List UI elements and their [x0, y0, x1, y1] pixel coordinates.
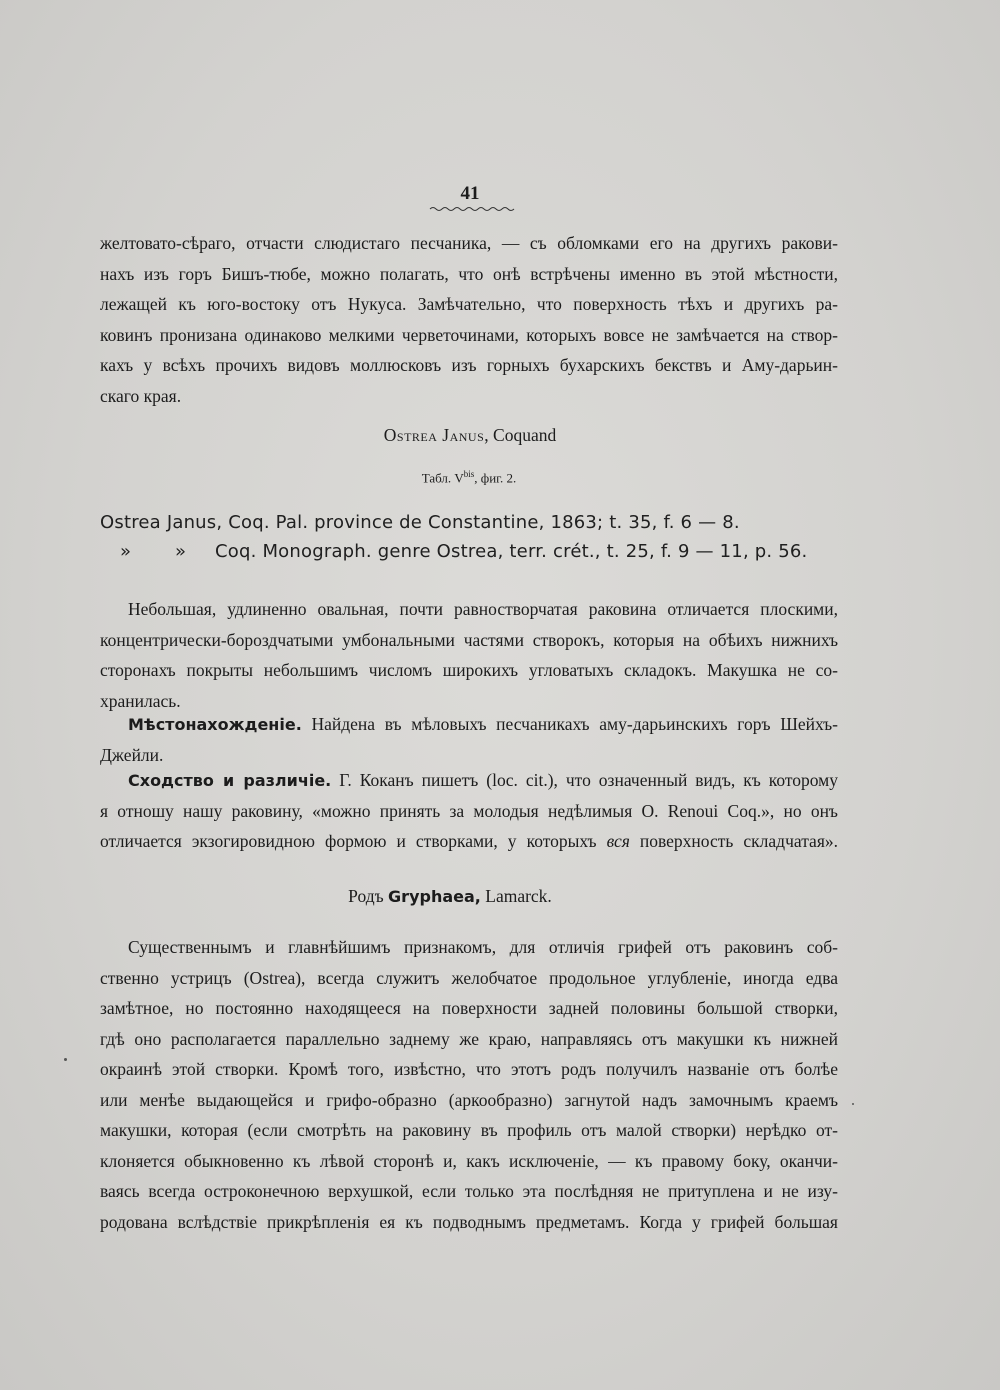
text-line: Джейли.	[100, 744, 164, 765]
text-line: кахъ у всѣхъ прочихъ видовъ моллюсковъ изъ горныхъ бухарскихъ бекствъ и Аму-дарьин-	[100, 355, 838, 375]
text-line	[100, 709, 838, 740]
plate-suffix: , фиг. 2.	[474, 470, 517, 486]
genus-name: Gryphaea,	[388, 887, 481, 906]
text-line: желтовато-сѣраго, отчасти слюдистаго песчаника, — съ обломками его на другихъ ракови-	[100, 233, 838, 253]
text-line: нахъ изъ горъ Бишъ-тюбе, можно полагать, что онѣ встрѣчены именно въ этой мѣстности,	[100, 263, 838, 284]
paragraph-shell-locality	[100, 228, 838, 411]
text-fragment: Г. Коканъ пишетъ (loc. cit.), что означенный видъ, къ которому	[339, 770, 839, 790]
text-line: клоняется обыкновенно къ лѣвой сторонѣ и, какъ исключеніе, — къ правому боку, оканчи-	[100, 1150, 838, 1171]
text-line: я отношу нашу раковину, «можно принять за молодыя недѣлимыя O. Renoui Coq.», но онъ	[100, 800, 838, 821]
ditto-mark: »	[120, 541, 132, 562]
section-heading-locality: Мѣстонахожденіе.	[128, 715, 302, 734]
paper-speck	[852, 1103, 854, 1105]
text-line: или менѣе выдающейся и грифо-образно (аркообразно) загнутой надъ замочнымъ краемъ	[100, 1089, 838, 1110]
genus-prefix: Родъ	[348, 886, 384, 906]
text-fragment: Найдена въ мѣловыхъ песчаникахъ аму-дарьинскихъ горъ Шейхъ-	[311, 714, 838, 734]
page-number-ornament	[428, 204, 518, 214]
text-line: Существеннымъ и главнѣйшимъ признакомъ, для отличія грифей отъ раковинъ соб-	[128, 937, 838, 957]
paper-speck	[64, 1058, 67, 1061]
plate-reference	[0, 469, 938, 486]
text-line: окраинѣ этой створки. Кромѣ того, извѣстно, что этотъ родъ получилъ названіе отъ болѣе	[100, 1059, 838, 1079]
species-heading: Ostrea Janus, Coquand	[383, 425, 557, 445]
text-line	[100, 765, 838, 796]
text-line: концентрически-бороздчатыми умбональными частями створокъ, которыя на обѣихъ нижнихъ	[100, 629, 838, 650]
text-line: ственно устрицъ (Ostrea), всегда служитъ желобчатое продольное углубленіе, иногда едва	[100, 967, 838, 988]
synonymy-reference: Coq. Monograph. genre Ostrea, terr. crét., t. 25, f. 9 — 11, p. 56.	[215, 541, 808, 562]
text-line: скаго края.	[100, 385, 182, 406]
text-line: Небольшая, удлиненно овальная, почти равностворчатая раковина отличается плоскими,	[128, 599, 838, 619]
ditto-mark: »	[175, 541, 187, 562]
synonymy-line-1: Ostrea Janus, Coq. Pal. province de Constantine, 1863; t. 35, f. 6 — 8.	[100, 512, 740, 533]
page-number: 41	[460, 183, 480, 204]
text-line: ковинъ пронизана одинаково мелкими черветочинами, которыхъ вовсе не замѣчается на створ-	[100, 324, 838, 345]
plate-sup: bis	[463, 469, 475, 479]
section-heading-similarity: Сходство и различіе.	[128, 771, 332, 790]
species-name: Ostrea Janus	[383, 425, 485, 445]
paragraph-similarity	[100, 765, 838, 857]
emphasis: вся	[606, 831, 630, 851]
genus-author: Lamarck.	[485, 886, 552, 906]
text-line: родована вслѣдствіе прикрѣпленія ея къ подводнымъ предметамъ. Когда у грифей большая	[100, 1211, 838, 1232]
text-line: замѣтное, но постоянно находящееся на поверхности задней половины большой створки,	[100, 998, 838, 1018]
text-line: сторонахъ покрыты небольшимъ числомъ широкихъ угловатыхъ складокъ. Макушка не со-	[100, 660, 838, 680]
text-line: ваясь всегда остроконечною верхушкой, если только эта послѣдняя не притуплена и не изу-	[100, 1181, 838, 1201]
text-line: гдѣ оно располагается параллельно заднему же краю, направляясь отъ макушки къ нижней	[100, 1028, 838, 1049]
text-line: хранилась.	[100, 690, 181, 711]
text-fragment: поверхность складчатая».	[639, 831, 839, 851]
text-line: лежащей къ юго-востоку отъ Нукуса. Замѣчательно, что поверхность тѣхъ и другихъ ра-	[100, 294, 838, 314]
plate-prefix: Табл. V	[421, 470, 464, 486]
paragraph-genus-description	[100, 932, 838, 1237]
genus-heading	[0, 886, 900, 907]
text-fragment: отличается экзогировидною формою и створками, у которыхъ	[100, 831, 597, 851]
paragraph-description	[100, 594, 838, 716]
text-line: макушки, которая (если смотрѣть на раковину въ профиль отъ малой створки) нерѣдко от-	[100, 1120, 838, 1140]
species-author: Coquand	[493, 425, 557, 445]
paragraph-locality	[100, 709, 838, 770]
text-line	[100, 826, 838, 857]
